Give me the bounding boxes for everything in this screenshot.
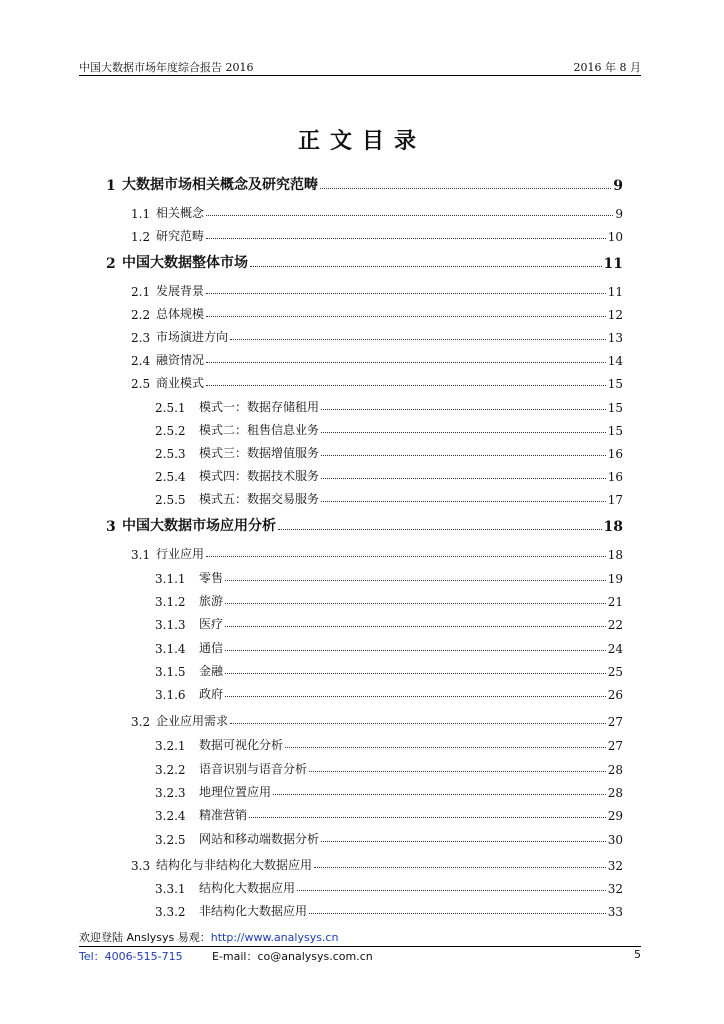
toc-entry-page: 10 — [607, 230, 623, 244]
toc-leader-dots — [225, 649, 606, 651]
toc-entry[interactable] — [155, 801, 623, 823]
toc-entry-number: 3.2.1 — [155, 739, 186, 753]
toc-entry[interactable] — [155, 587, 623, 609]
header-title: 中国大数据市场年度综合报告 2016 — [79, 61, 254, 74]
toc-entry-page: 19 — [607, 572, 623, 586]
toc-entry[interactable] — [131, 277, 623, 299]
toc-entry[interactable] — [131, 540, 623, 562]
toc-entry[interactable] — [155, 657, 623, 679]
toc-entry[interactable] — [131, 369, 623, 391]
toc-entry[interactable] — [131, 300, 623, 322]
toc-entry-number: 2.3 — [131, 331, 151, 345]
footer-url-link[interactable]: http://www.analysys.cn — [210, 931, 339, 944]
toc-leader-dots — [250, 265, 602, 267]
toc-entry[interactable] — [131, 851, 623, 873]
toc-entry-number: 3.2.5 — [155, 833, 186, 847]
toc-entry-page: 28 — [607, 786, 623, 800]
toc-entry-number: 2.2 — [131, 308, 151, 322]
toc-entry-label: 结构化与非结构化大数据应用 — [156, 858, 313, 872]
toc-entry-label: 研究范畴 — [156, 229, 205, 243]
toc-entry-page: 11 — [603, 256, 623, 272]
toc-entry[interactable] — [155, 634, 623, 656]
toc-entry-number: 3 — [106, 519, 116, 535]
header-date: 2016 年 8 月 — [573, 61, 641, 74]
toc-entry-label: 相关概念 — [156, 206, 205, 220]
toc-entry-number: 3.2.2 — [155, 763, 186, 777]
footer-visit — [79, 929, 338, 945]
toc-entry[interactable] — [155, 755, 623, 777]
toc-entry-number: 3.3.2 — [155, 905, 186, 919]
toc-entry-page: 15 — [607, 377, 623, 391]
toc-entry[interactable] — [155, 680, 623, 702]
toc-entry[interactable] — [155, 485, 623, 507]
toc-leader-dots — [225, 695, 606, 697]
toc-entry-label: 商业模式 — [156, 376, 205, 390]
toc-entry-page: 32 — [607, 882, 623, 896]
toc-leader-dots — [321, 454, 606, 456]
toc-leader-dots — [230, 338, 606, 340]
toc-entry-page: 18 — [607, 548, 623, 562]
footer-email: E-mail：co@analysys.com.cn — [212, 950, 373, 963]
toc-entry-label: 模式五：数据交易服务 — [199, 492, 320, 506]
toc-entry-number: 3.1.2 — [155, 595, 186, 609]
toc-leader-dots — [225, 625, 606, 627]
toc-entry-label: 精准营销 — [199, 808, 248, 822]
toc-entry[interactable] — [106, 513, 623, 535]
toc-leader-dots — [249, 816, 606, 818]
toc-entry-page: 21 — [607, 595, 623, 609]
toc-entry-label: 网站和移动端数据分析 — [199, 832, 320, 846]
toc-entry-label: 发展背景 — [156, 284, 205, 298]
toc-entry-number: 2.5.5 — [155, 493, 186, 507]
toc-entry-page: 29 — [607, 809, 623, 823]
toc-entry[interactable] — [131, 222, 623, 244]
toc-entry-page: 14 — [607, 354, 623, 368]
toc-entry-label: 企业应用需求 — [156, 714, 229, 728]
toc-entry-page: 16 — [607, 447, 623, 461]
footer-tel-link[interactable]: Tel：4006-515-715 — [79, 950, 183, 963]
toc-leader-dots — [297, 889, 606, 891]
page-title: 正文目录 — [297, 128, 426, 154]
toc-entry[interactable] — [131, 707, 623, 729]
toc-entry-page: 9 — [615, 207, 623, 221]
toc-entry[interactable] — [155, 416, 623, 438]
toc-entry-number: 2 — [106, 256, 116, 272]
toc-entry-page: 9 — [613, 178, 623, 194]
toc-entry[interactable] — [155, 731, 623, 753]
toc-entry-page: 30 — [607, 833, 623, 847]
toc-leader-dots — [230, 722, 606, 724]
toc-entry-number: 2.4 — [131, 354, 151, 368]
toc-entry-label: 融资情况 — [156, 353, 205, 367]
toc-entry-page: 33 — [607, 905, 623, 919]
toc-entry-number: 3.1 — [131, 548, 151, 562]
toc-entry-page: 32 — [607, 859, 623, 873]
toc-entry[interactable] — [155, 825, 623, 847]
toc-entry-number: 1.2 — [131, 230, 151, 244]
toc-leader-dots — [309, 912, 606, 914]
toc-entry-label: 结构化大数据应用 — [199, 881, 296, 895]
toc-entry[interactable] — [155, 778, 623, 800]
toc-entry-number: 1.1 — [131, 207, 151, 221]
toc-leader-dots — [278, 528, 602, 530]
toc-entry-number: 3.3.1 — [155, 882, 186, 896]
toc-leader-dots — [321, 431, 606, 433]
toc-entry-page: 15 — [607, 401, 623, 415]
toc-entry-label: 市场演进方向 — [156, 330, 229, 344]
toc-entry-page: 26 — [607, 688, 623, 702]
toc-leader-dots — [321, 408, 606, 410]
toc-entry-label: 通信 — [199, 641, 224, 655]
toc-entry-label: 医疗 — [199, 617, 224, 631]
toc-entry-label: 语音识别与语音分析 — [199, 762, 308, 776]
toc-leader-dots — [285, 746, 606, 748]
toc-entry-label: 政府 — [199, 687, 224, 701]
toc-entry-number: 3.3 — [131, 859, 151, 873]
toc-entry-page: 13 — [607, 331, 623, 345]
toc-entry[interactable] — [155, 897, 623, 919]
toc-entry-number: 3.1.4 — [155, 642, 186, 656]
toc-leader-dots — [206, 292, 606, 294]
toc-entry-page: 24 — [607, 642, 623, 656]
toc-entry-page: 17 — [607, 493, 623, 507]
toc-entry-number: 3.1.5 — [155, 665, 186, 679]
toc-entry-number: 3.2.4 — [155, 809, 186, 823]
toc-entry-label: 金融 — [199, 664, 224, 678]
toc-leader-dots — [225, 602, 606, 604]
toc-leader-dots — [206, 555, 606, 557]
toc-leader-dots — [206, 384, 606, 386]
toc-leader-dots — [321, 500, 606, 502]
toc-entry[interactable] — [155, 874, 623, 896]
toc-leader-dots — [321, 840, 606, 842]
toc-leader-dots — [320, 187, 611, 189]
toc-entry-number: 3.1.6 — [155, 688, 186, 702]
toc-entry-label: 地理位置应用 — [199, 785, 272, 799]
toc-entry-page: 28 — [607, 763, 623, 777]
toc-entry-label: 零售 — [199, 571, 224, 585]
toc-leader-dots — [206, 315, 606, 317]
toc-entry-number: 2.1 — [131, 285, 151, 299]
toc-entry[interactable] — [131, 199, 623, 221]
toc-entry-page: 27 — [607, 739, 623, 753]
toc-entry-page: 18 — [603, 519, 623, 535]
toc-entry-label: 中国大数据市场应用分析 — [122, 518, 276, 534]
toc-entry-number: 3.1.1 — [155, 572, 186, 586]
toc-entry-number: 2.5.1 — [155, 401, 186, 415]
toc-entry-number: 2.5.3 — [155, 447, 186, 461]
toc-entry-number: 3.2.3 — [155, 786, 186, 800]
footer-visit-label: 欢迎登陆 Anslysys 易观： — [79, 931, 211, 944]
toc-entry[interactable] — [155, 564, 623, 586]
toc-entry[interactable] — [155, 439, 623, 461]
toc-entry-page: 16 — [607, 470, 623, 484]
toc-entry-label: 模式三：数据增值服务 — [199, 446, 320, 460]
toc-entry-number: 1 — [106, 178, 116, 194]
toc-entry-label: 中国大数据整体市场 — [122, 255, 248, 271]
footer-page-number: 5 — [634, 948, 641, 961]
toc-entry-page: 22 — [607, 618, 623, 632]
toc-entry-label: 模式四：数据技术服务 — [199, 469, 320, 483]
toc-entry[interactable] — [155, 610, 623, 632]
toc-leader-dots — [225, 579, 606, 581]
toc-entry-label: 旅游 — [199, 594, 224, 608]
toc-entry-page: 11 — [607, 285, 623, 299]
toc-entry-label: 行业应用 — [156, 547, 205, 561]
toc-entry[interactable] — [131, 346, 623, 368]
toc-leader-dots — [206, 361, 606, 363]
toc-entry-number: 2.5.2 — [155, 424, 186, 438]
toc-entry-number: 2.5 — [131, 377, 151, 391]
toc-entry-number: 2.5.4 — [155, 470, 186, 484]
toc-entry-label: 总体规模 — [156, 307, 205, 321]
toc-leader-dots — [206, 237, 606, 239]
toc-entry-label: 数据可视化分析 — [199, 738, 284, 752]
toc-entry[interactable] — [106, 250, 623, 272]
toc-leader-dots — [225, 672, 606, 674]
toc-entry-number: 3.1.3 — [155, 618, 186, 632]
toc-leader-dots — [321, 477, 606, 479]
toc-entry-page: 12 — [607, 308, 623, 322]
toc-leader-dots — [314, 866, 606, 868]
toc-entry-label: 非结构化大数据应用 — [199, 904, 308, 918]
toc-entry[interactable] — [106, 172, 623, 194]
toc-entry-label: 模式一：数据存储租用 — [199, 400, 320, 414]
toc-entry-page: 15 — [607, 424, 623, 438]
toc-leader-dots — [273, 793, 606, 795]
toc-entry-number: 3.2 — [131, 715, 151, 729]
toc-leader-dots — [309, 770, 606, 772]
footer-divider — [79, 946, 641, 947]
toc-entry-page: 25 — [607, 665, 623, 679]
toc-entry-page: 27 — [607, 715, 623, 729]
toc-entry[interactable] — [155, 393, 623, 415]
toc-entry[interactable] — [155, 462, 623, 484]
toc-entry-label: 模式二：租售信息业务 — [199, 423, 320, 437]
toc-leader-dots — [206, 214, 613, 216]
toc-entry-label: 大数据市场相关概念及研究范畴 — [122, 177, 318, 193]
toc-entry[interactable] — [131, 323, 623, 345]
